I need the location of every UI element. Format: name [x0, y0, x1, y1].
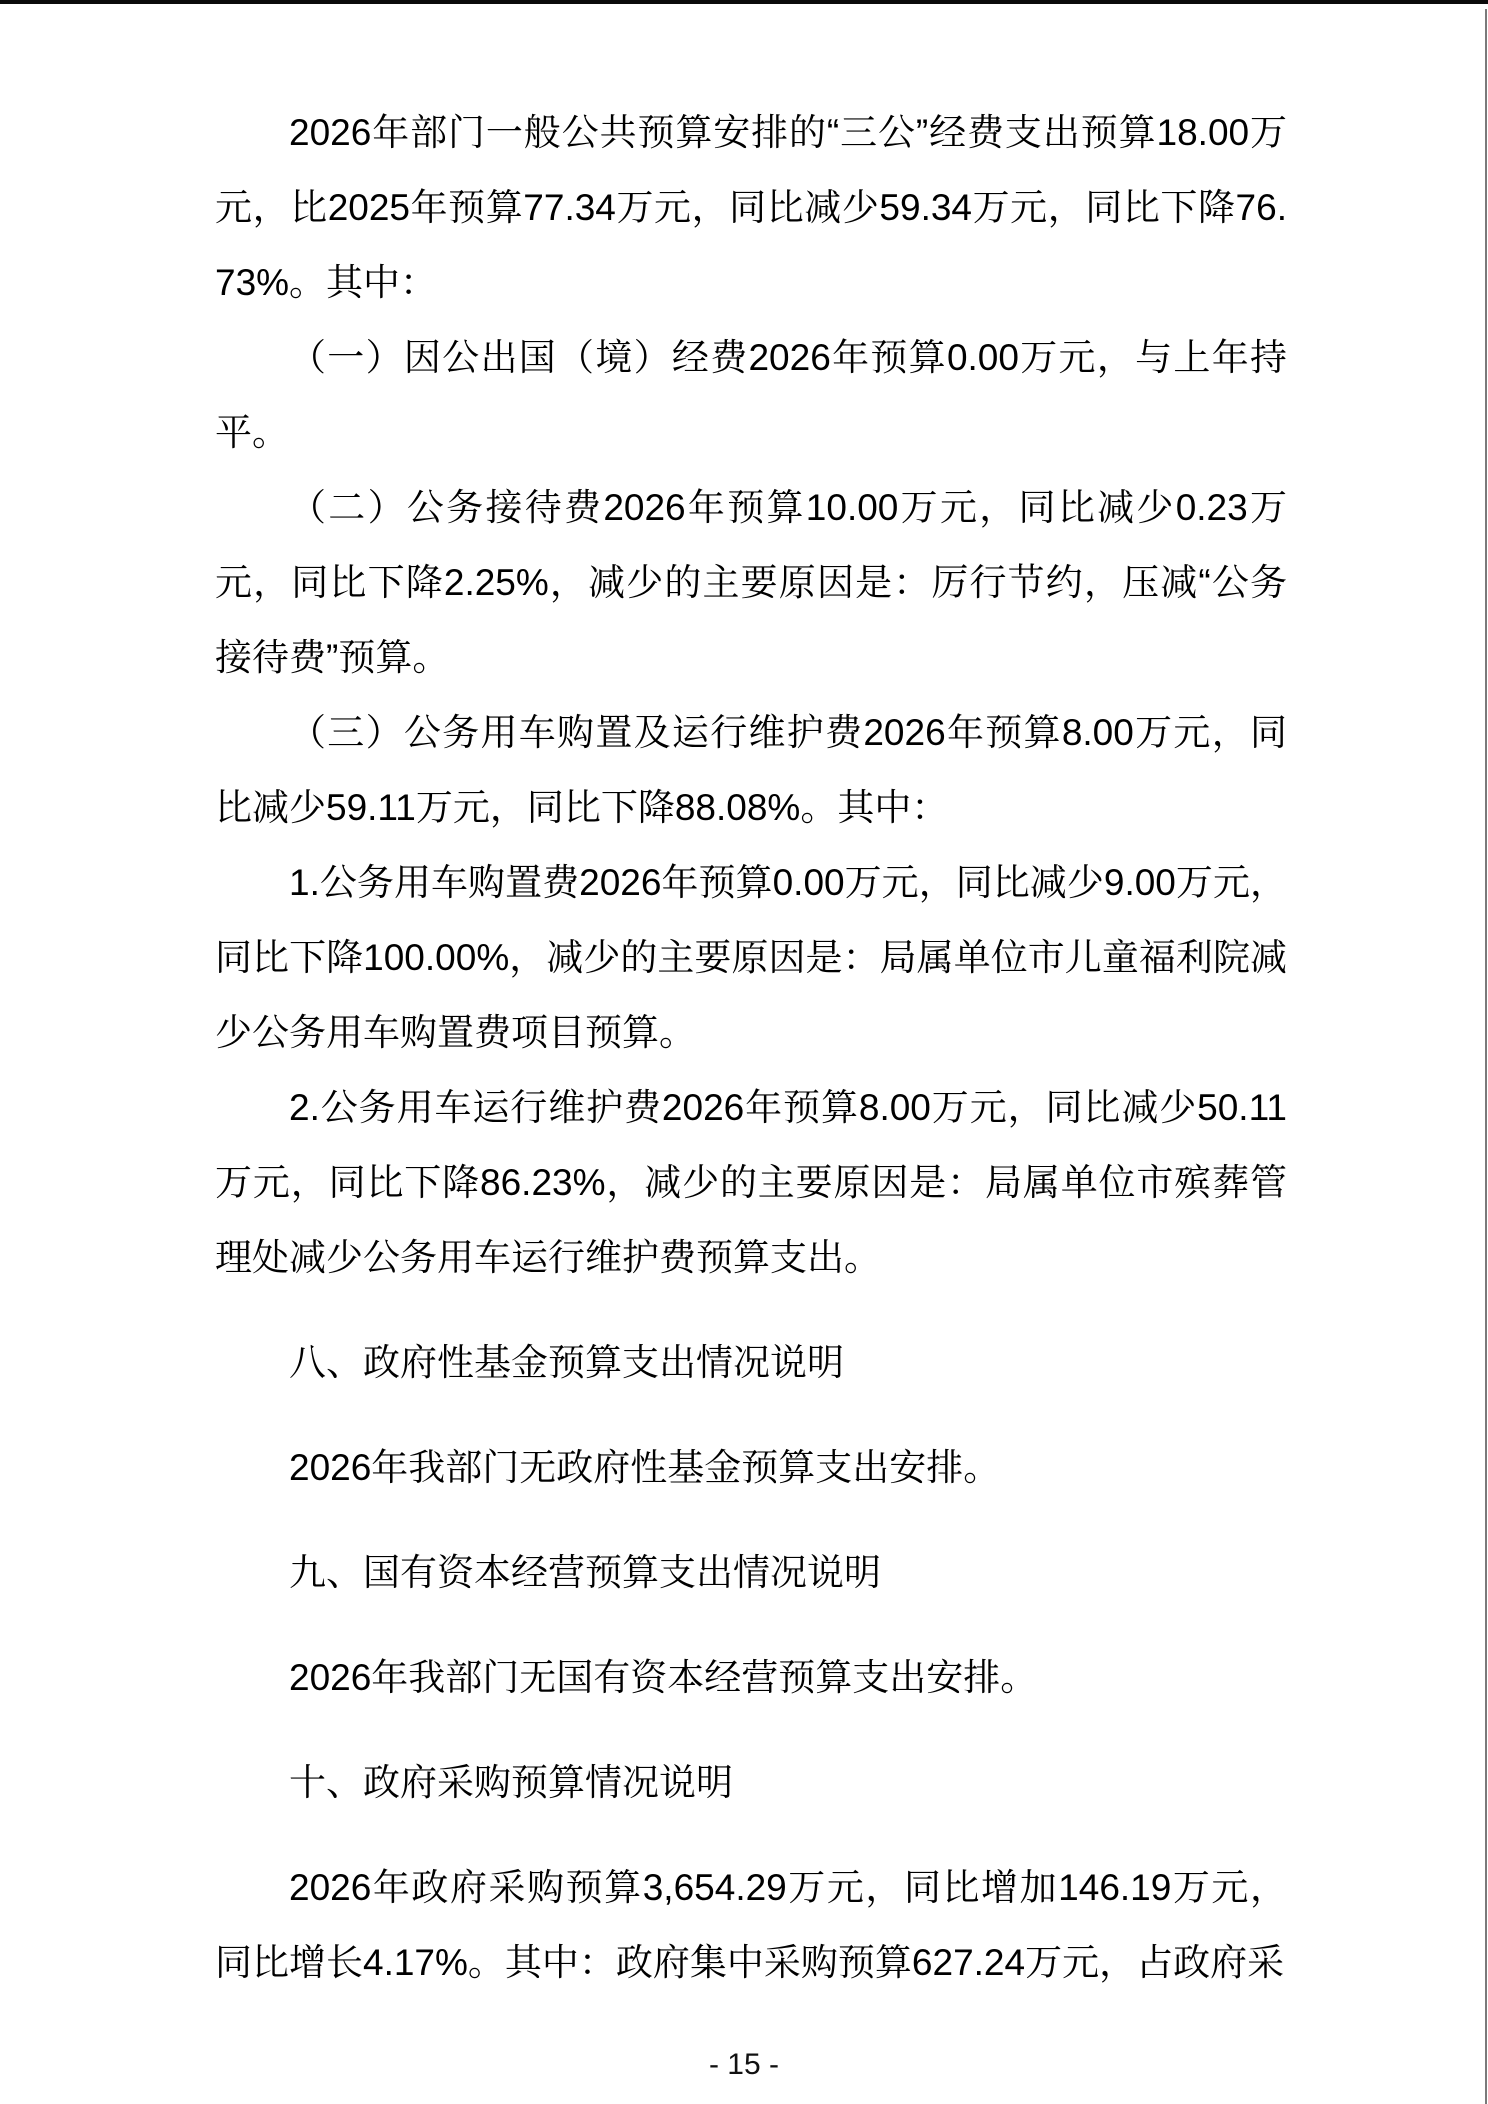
paragraph: 2026年政府采购预算3,654.29万元，同比增加146.19万元，同比增长4.17%。其中：政府集中采购预算627.24万元，占政府采 [215, 1867, 1287, 1983]
paragraph: （二）公务接待费2026年预算10.00万元，同比减少0.23万元，同比下降2.25%，减少的主要原因是：厉行节约，压减“公务接待费”预算。 [215, 487, 1287, 678]
page-number: - 15 - [708, 2048, 780, 2081]
section-heading: 十、政府采购预算情况说明 [289, 1762, 733, 1803]
paragraph: 2026年部门一般公共预算安排的“三公”经费支出预算18.00万元，比2025年预算77.34万元，同比减少59.34万元，同比下降76.73%。其中： [215, 112, 1287, 303]
paragraph: 2026年我部门无国有资本经营预算支出安排。 [289, 1657, 1038, 1698]
section-heading: 九、国有资本经营预算支出情况说明 [289, 1552, 881, 1593]
paragraph: 2.公务用车运行维护费2026年预算8.00万元，同比减少50.11万元，同比下降86.23%，减少的主要原因是：局属单位市殡葬管理处减少公务用车运行维护费预算支出。 [215, 1087, 1287, 1278]
paragraph: （一）因公出国（境）经费2026年预算0.00万元，与上年持平。 [215, 337, 1287, 453]
paragraph: 1.公务用车购置费2026年预算0.00万元，同比减少9.00万元，同比下降100.00%，减少的主要原因是：局属单位市儿童福利院减少公务用车购置费项目预算。 [215, 862, 1287, 1053]
paragraph: （三）公务用车购置及运行维护费2026年预算8.00万元，同比减少59.11万元，同比下降88.08%。其中： [215, 712, 1287, 828]
section-heading: 八、政府性基金预算支出情况说明 [289, 1342, 844, 1383]
paragraph: 2026年我部门无政府性基金预算支出安排。 [289, 1447, 1001, 1488]
